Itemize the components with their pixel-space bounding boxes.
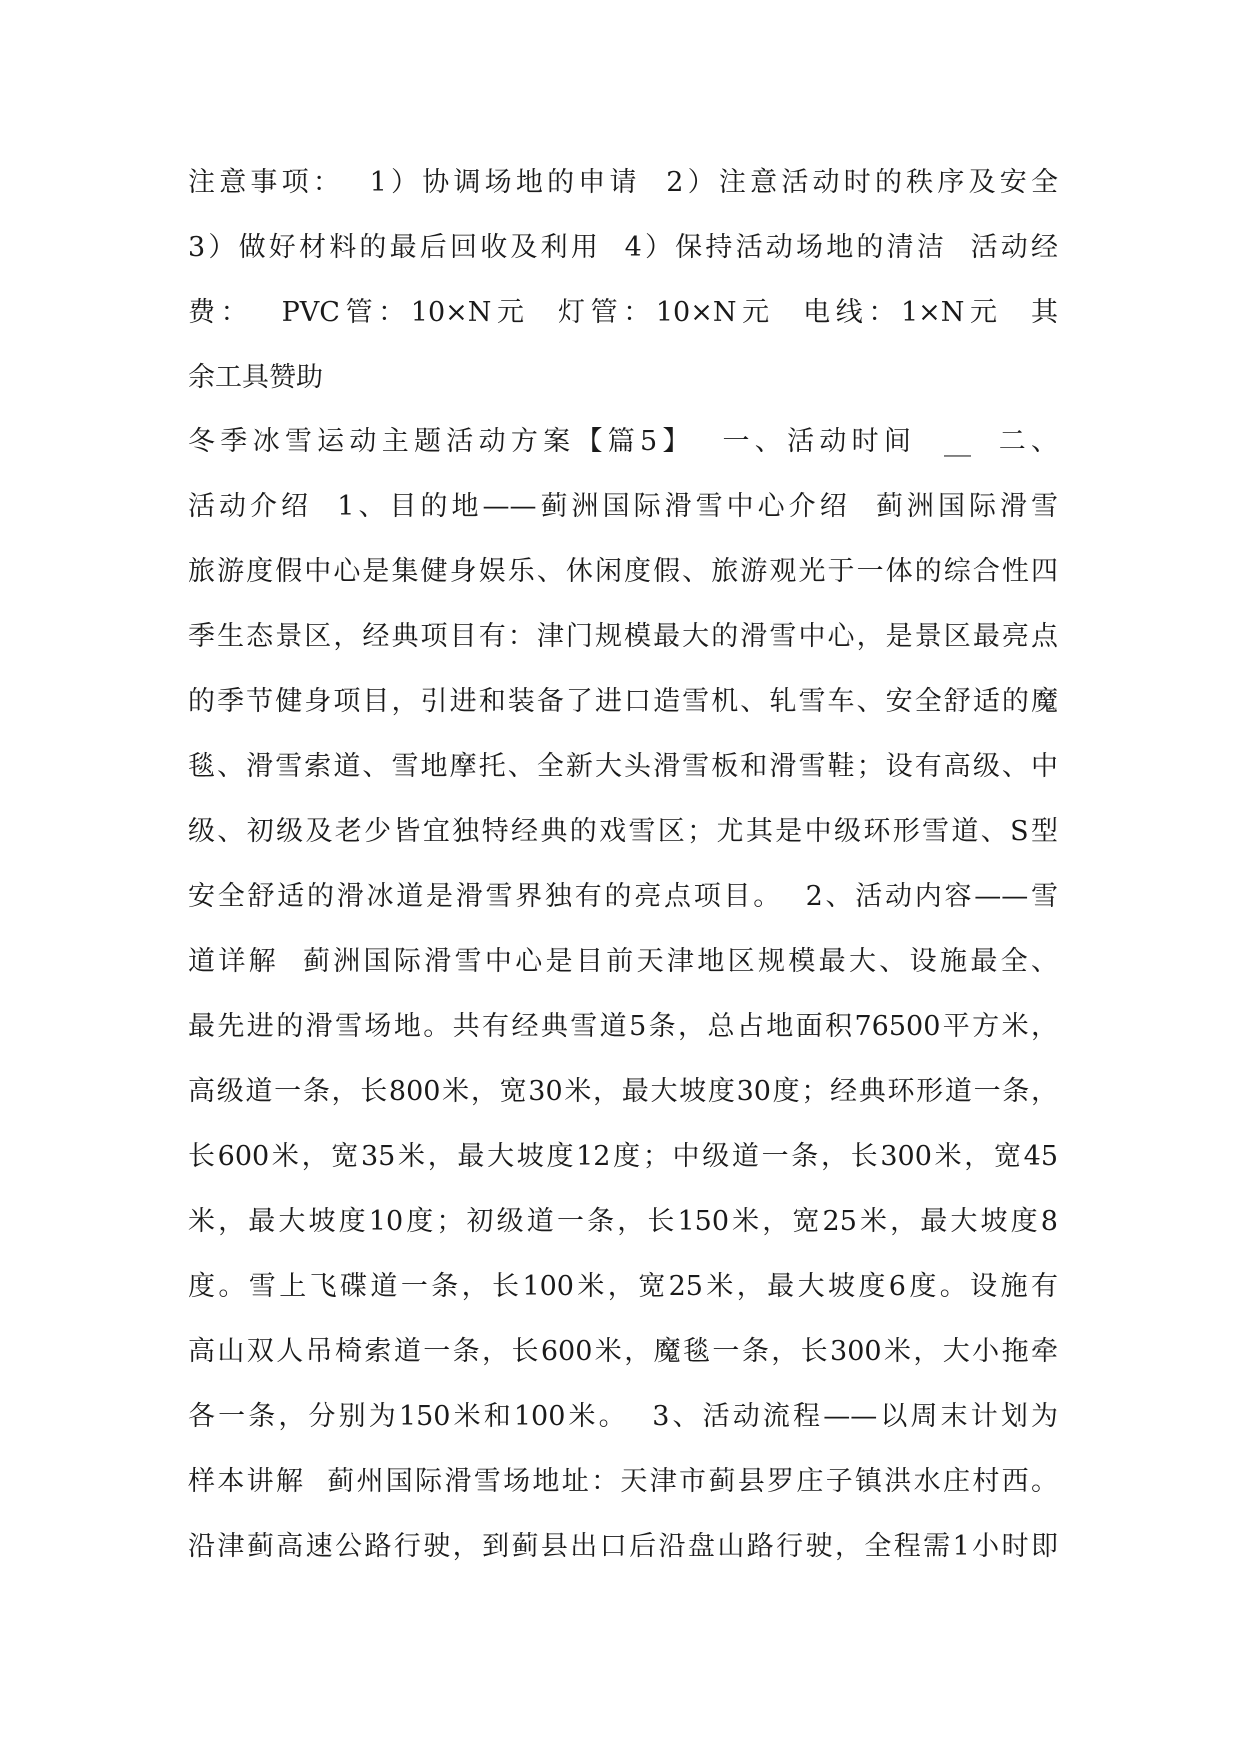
text-line: 3）做好材料的最后回收及利用 4）保持活动场地的清洁 活动经 (188, 232, 1058, 263)
text-line: 注意事项： 1）协调场地的申请 2）注意活动时的秩序及安全 (188, 167, 1058, 198)
text-line: 费： PVC管：10×N元 灯管：10×N元 电线：1×N元 其 (188, 297, 1058, 328)
text-line: 的季节健身项目，引进和装备了进口造雪机、轧雪车、安全舒适的魔 (188, 686, 1058, 717)
text-line: 长600米，宽35米，最大坡度12度；中级道一条，长300米，宽45 (188, 1141, 1058, 1172)
text-line: 级、初级及老少皆宜独特经典的戏雪区；尤其是中级环形雪道、S型 (188, 816, 1058, 847)
text-line: 安全舒适的滑冰道是滑雪界独有的亮点项目。 2、活动内容——雪 (188, 881, 1058, 912)
text-line: 活动介绍 1、目的地——蓟洲国际滑雪中心介绍 蓟洲国际滑雪 (188, 491, 1058, 522)
text-line: 季生态景区，经典项目有：津门规模最大的滑雪中心，是景区最亮点 (188, 621, 1058, 652)
text-line: 沿津蓟高速公路行驶，到蓟县出口后沿盘山路行驶，全程需1小时即 (188, 1531, 1058, 1562)
text-line: 旅游度假中心是集健身娱乐、休闲度假、旅游观光于一体的综合性四 (188, 556, 1058, 587)
text-line: 米，最大坡度10度；初级道一条，长150米，宽25米，最大坡度8 (188, 1206, 1058, 1237)
section-heading-line: 冬季冰雪运动主题活动方案【篇5】 一、活动时间 __ 二、 (188, 426, 1058, 457)
text-line: 余工具赞助 (188, 362, 323, 393)
text-line: 毯、滑雪索道、雪地摩托、全新大头滑雪板和滑雪鞋；设有高级、中 (188, 751, 1058, 782)
text-line: 样本讲解 蓟州国际滑雪场地址：天津市蓟县罗庄子镇洪水庄村西。 (188, 1466, 1058, 1497)
text-line: 度。雪上飞碟道一条，长100米，宽25米，最大坡度6度。设施有 (188, 1271, 1058, 1302)
notes-and-budget-section (188, 150, 1058, 410)
text-line: 高级道一条，长800米，宽30米，最大坡度30度；经典环形道一条， (188, 1076, 1058, 1107)
activity-plan-section (188, 409, 1058, 1579)
text-line: 道详解 蓟洲国际滑雪中心是目前天津地区规模最大、设施最全、 (188, 946, 1058, 977)
text-line: 最先进的滑雪场地。共有经典雪道5条，总占地面积76500平方米， (188, 1011, 1058, 1042)
text-line: 各一条，分别为150米和100米。 3、活动流程——以周末计划为 (188, 1401, 1058, 1432)
text-line: 高山双人吊椅索道一条，长600米，魔毯一条，长300米，大小拖牵 (188, 1336, 1058, 1367)
